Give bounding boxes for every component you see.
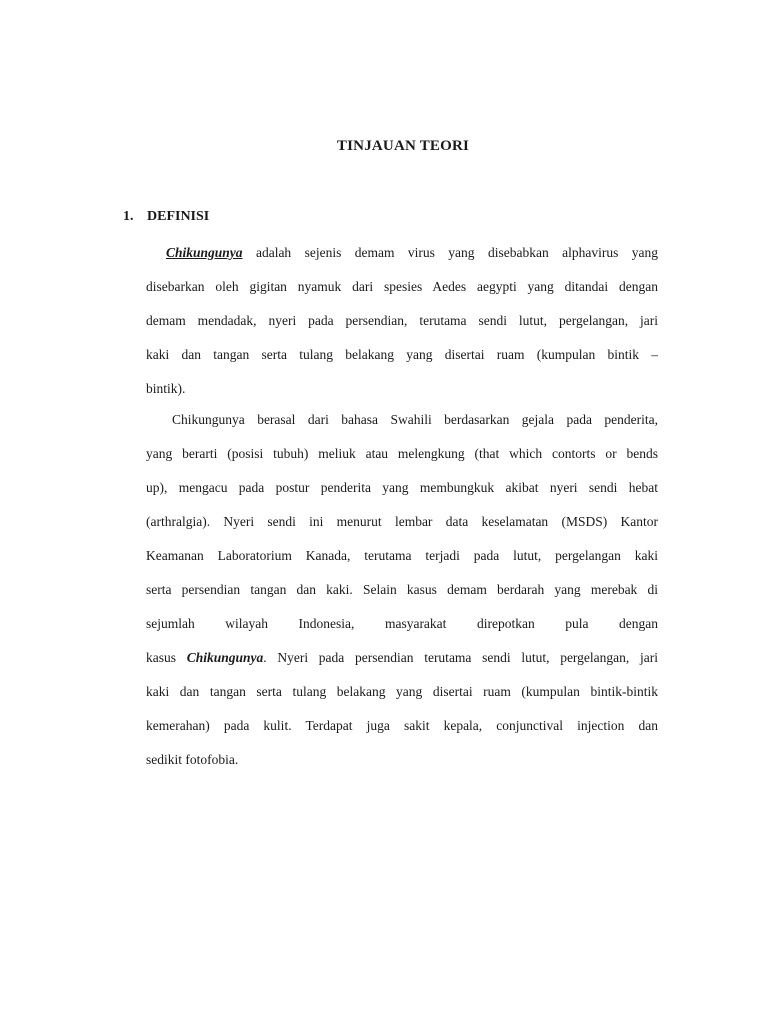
paragraph-line: serta persendian tangan dan kaki. Selain kasus demam berdarah yang merebak di bbox=[146, 582, 658, 597]
paragraph-line bbox=[146, 236, 658, 270]
page-title: TINJAUAN TEORI bbox=[336, 138, 470, 154]
paragraph-line: kemerahan) pada kulit. Terdapat juga sakit kepala, conjunctival injection dan bbox=[146, 718, 658, 733]
paragraph-line: up), mengacu pada postur penderita yang membungkuk akibat nyeri sendi hebat bbox=[146, 480, 658, 495]
paragraph-text: . Nyeri pada persendian terutama sendi lutut, pergelangan, jari bbox=[263, 650, 658, 665]
paragraph-definition bbox=[146, 236, 658, 406]
paragraph-text: kasus bbox=[146, 650, 187, 665]
paragraph-origin bbox=[146, 403, 658, 777]
paragraph-line: demam mendadak, nyeri pada persendian, terutama sendi lutut, pergelangan, jari bbox=[146, 313, 658, 328]
paragraph-line: kaki dan tangan serta tulang belakang yang disertai ruam (kumpulan bintik-bintik bbox=[146, 684, 658, 699]
paragraph-line: bintik). bbox=[146, 381, 186, 396]
paragraph-line: sedikit fotofobia. bbox=[146, 752, 239, 767]
paragraph-text: adalah sejenis demam virus yang disebabkan alphavirus yang bbox=[242, 245, 658, 260]
paragraph-line: Keamanan Laboratorium Kanada, terutama terjadi pada lutut, pergelangan kaki bbox=[146, 548, 658, 563]
paragraph-line: disebarkan oleh gigitan nyamuk dari spesies Aedes aegypti yang ditandai dengan bbox=[146, 279, 658, 294]
paragraph-line: sejumlah wilayah Indonesia, masyarakat direpotkan pula dengan bbox=[146, 616, 658, 631]
paragraph-line: yang berarti (posisi tubuh) meliuk atau melengkung (that which contorts or bends bbox=[146, 446, 658, 461]
paragraph-line: kaki dan tangan serta tulang belakang yang disertai ruam (kumpulan bintik – bbox=[146, 347, 658, 362]
section-heading bbox=[123, 209, 209, 225]
section-heading-text: DEFINISI bbox=[147, 209, 210, 224]
term-chikungunya: Chikungunya bbox=[186, 650, 264, 665]
paragraph-line: Chikungunya berasal dari bahasa Swahili berdasarkan gejala pada penderita, bbox=[172, 412, 658, 427]
term-chikungunya: Chikungunya bbox=[166, 245, 243, 260]
paragraph-line bbox=[146, 641, 658, 675]
paragraph-line: (arthralgia). Nyeri sendi ini menurut lembar data keselamatan (MSDS) Kantor bbox=[146, 514, 658, 529]
section-number: 1. bbox=[123, 209, 134, 224]
